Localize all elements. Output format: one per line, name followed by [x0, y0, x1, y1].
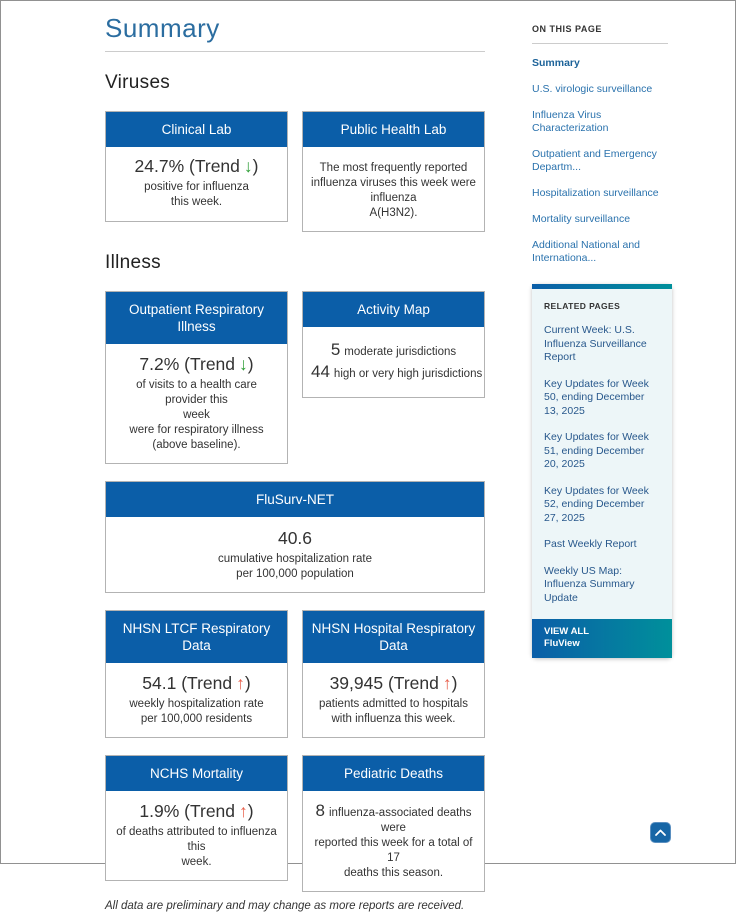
trend-value: 1.9% (Trend ↑) [139, 801, 254, 821]
card-text: weekly hospitalization rate [129, 698, 264, 710]
sidebar [532, 1, 672, 658]
jurisdiction-count: 5 [330, 340, 341, 359]
trend-value: 24.7% (Trend ↓) [134, 156, 259, 176]
on-this-page-label: ON THIS PAGE [532, 24, 668, 44]
card-text: A(H3N2). [369, 207, 418, 219]
illness-card-row-4 [105, 755, 485, 892]
illness-card-row-2 [105, 481, 485, 593]
trend-value: 54.1 (Trend ↑) [142, 673, 251, 693]
section-heading-illness: Illness [105, 252, 161, 273]
trend-up-icon: ↑ [442, 673, 452, 693]
trend-up-icon: ↑ [236, 673, 245, 693]
viruses-card-row [105, 111, 485, 232]
card-text: cumulative hospitalization rate [217, 553, 373, 565]
card-title: Clinical Lab [106, 112, 287, 147]
related-link-week-50[interactable]: Key Updates for Week 50, ending December 13, 2025 [544, 377, 649, 417]
sidebar-item-virologic-surveillance[interactable]: U.S. virologic surveillance [532, 83, 653, 95]
card-text: of deaths attributed to influenza this [116, 826, 277, 853]
chevron-up-icon [655, 829, 666, 836]
card-text: with influenza this week. [331, 713, 456, 725]
card-title: Public Health Lab [303, 112, 484, 147]
related-pages-box [532, 284, 672, 658]
view-all-fluview-button[interactable] [532, 619, 672, 658]
card-title: NHSN Hospital Respiratory Data [303, 611, 484, 663]
card-title: NHSN LTCF Respiratory Data [106, 611, 287, 663]
card-title: Pediatric Deaths [303, 756, 484, 791]
sidebar-item-additional-surveillance[interactable]: Additional National and Internationa... [532, 239, 640, 264]
section-heading-viruses: Viruses [105, 72, 171, 93]
card-text: of visits to a health care provider this [136, 379, 257, 406]
card-text: influenza viruses this week were [311, 177, 476, 189]
trend-down-icon: ↓ [239, 354, 248, 374]
card-text: reported this week for a total of 17 [314, 837, 473, 864]
card-public-health-lab [302, 111, 485, 232]
card-text: week. [181, 856, 212, 868]
card-title: Outpatient Respiratory Illness [106, 292, 287, 344]
jurisdiction-row [311, 361, 483, 383]
card-text: high or very high jurisdictions [333, 368, 483, 380]
fluview-label: FluView [544, 638, 580, 649]
card-flusurv-net [105, 481, 485, 593]
related-link-week-52[interactable]: Key Updates for Week 52, ending December 27, 2025 [544, 484, 649, 524]
page-title: Summary [105, 13, 485, 52]
card-text: The most frequently reported [319, 162, 468, 174]
data-disclaimer: All data are preliminary and may change as more reports are received. [105, 900, 465, 912]
card-text: patients admitted to hospitals [319, 698, 468, 710]
sidebar-item-mortality-surveillance[interactable]: Mortality surveillance [532, 213, 631, 225]
death-count: 8 [315, 801, 325, 820]
related-link-weekly-us-map[interactable]: Weekly US Map: Influenza Summary Update [544, 564, 635, 604]
card-text: 8 influenza-associated deaths were [315, 801, 472, 834]
illness-card-row-3 [105, 610, 485, 738]
trend-up-icon: ↑ [239, 801, 248, 821]
card-text: (above baseline). [152, 439, 241, 451]
sidebar-item-hospitalization-surveillance[interactable]: Hospitalization surveillance [532, 187, 659, 199]
card-text: per 100,000 population [236, 568, 354, 580]
card-text: influenza [370, 192, 417, 204]
trend-value: 39,945 (Trend ↑) [329, 673, 458, 693]
related-link-past-weekly-report[interactable]: Past Weekly Report [544, 538, 637, 550]
card-title: Activity Map [303, 292, 484, 327]
rate-value: 40.6 [277, 528, 313, 548]
card-text: moderate jurisdictions [344, 346, 457, 358]
main-content [105, 1, 485, 912]
card-text: positive for influenza [144, 181, 249, 193]
card-text: week [183, 409, 210, 421]
scroll-to-top-button[interactable] [650, 822, 671, 843]
card-outpatient-respiratory-illness [105, 291, 288, 464]
card-nhsn-hospital [302, 610, 485, 738]
card-text: were for respiratory illness [129, 424, 264, 436]
sidebar-item-summary[interactable]: Summary [532, 57, 580, 69]
sidebar-item-virus-characterization[interactable]: Influenza Virus Characterization [532, 109, 609, 134]
illness-card-row-1 [105, 291, 485, 464]
sidebar-item-outpatient-emergency[interactable]: Outpatient and Emergency Departm... [532, 148, 657, 173]
card-activity-map [302, 291, 485, 398]
related-link-current-week[interactable]: Current Week: U.S. Influenza Surveillance Report [544, 324, 647, 363]
trend-value: 7.2% (Trend ↓) [139, 354, 254, 374]
card-nchs-mortality [105, 755, 288, 881]
card-text: deaths this season. [343, 867, 444, 879]
trend-down-icon: ↓ [243, 156, 253, 176]
jurisdiction-row [311, 339, 476, 361]
card-text: per 100,000 residents [140, 713, 253, 725]
card-title: FluSurv-NET [106, 482, 484, 517]
view-all-label: VIEW ALL [544, 626, 590, 637]
card-clinical-lab [105, 111, 288, 222]
card-pediatric-deaths [302, 755, 485, 892]
card-text: this week. [170, 196, 223, 208]
card-nhsn-ltcf [105, 610, 288, 738]
jurisdiction-count: 44 [311, 362, 330, 381]
related-link-week-51[interactable]: Key Updates for Week 51, ending December 20, 2025 [544, 431, 649, 470]
card-title: NCHS Mortality [106, 756, 287, 791]
related-pages-label: RELATED PAGES [544, 301, 621, 311]
